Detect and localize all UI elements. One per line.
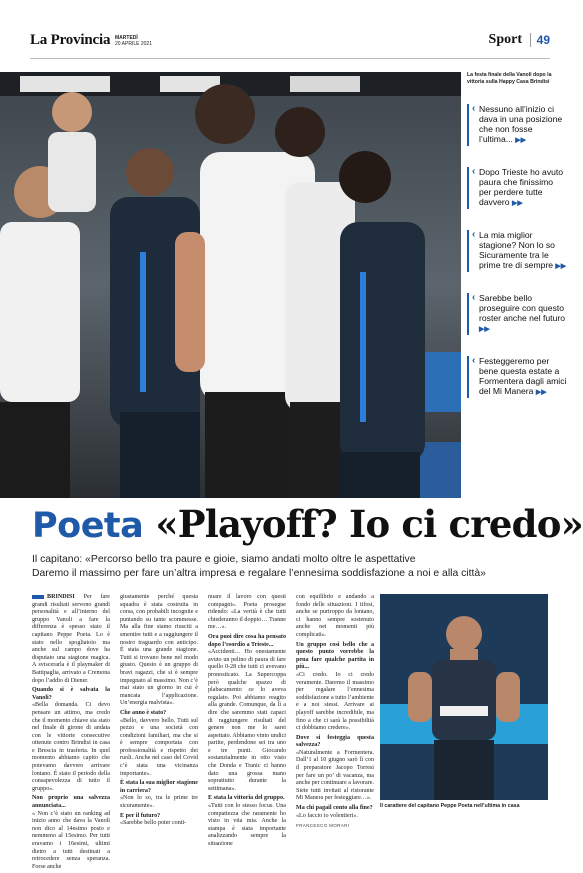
body-paragraph	[120, 710, 198, 778]
byline-marker	[32, 595, 44, 599]
page-header	[30, 32, 550, 54]
paragraph-text: giustamente perché questa squadra è stata costruita in corsa, con probabili incognite e puntando su tante scommesse. Ma alla fine siamo riusciti a smentire tutti e a raggiungere il nostro traguardo con anticipo. È stata una grande stagione. Tutti si trovano bene nel modo giusto. Questo è un gruppo di bravi ragazzi, che si è sempre impegnato al massimo. Non c’è mai stato un giorno in cui è mancata l’applicazione. Un’energia malvista».	[120, 594, 198, 707]
body-paragraph	[120, 594, 198, 708]
body-column	[32, 594, 110, 873]
section-title: Sport	[488, 32, 522, 47]
article-headline	[32, 502, 583, 546]
pull-quote	[467, 167, 567, 209]
body-paragraph	[208, 634, 286, 793]
author-signature: FRANCESCO MORARI	[296, 823, 350, 829]
double-chevron-icon: ▶▶	[515, 137, 527, 144]
double-chevron-icon: ▶▶	[555, 263, 567, 270]
paragraph-text: « Non c’è stato un ranking ad inizio anno che dava la Vanoli non dico al 14esimo posto e nemmeno al 15esimo. Per tutti eravamo i 16esimi, ultimi dietro a tutti destinati a retrocedere senza speranza. Forse anche	[32, 810, 110, 870]
player-photo	[380, 594, 548, 800]
interview-question: Ma chi pagail conto alla fine?	[296, 805, 373, 812]
page-number: 49	[530, 33, 550, 47]
paragraph-text: «Lo faccio io volentieri».	[296, 812, 358, 819]
double-chevron-icon: ▶▶	[535, 389, 547, 396]
subhead-line: Il capitano: «Percorso bello tra paure e gioie, siamo andati molto oltre le aspettative	[32, 554, 416, 565]
dateline-place: BRINDISI	[47, 594, 75, 600]
body-paragraph	[32, 795, 110, 871]
photo-caption: La festa finale della Vanoli dopo la vittoria sulla Happy Casa Brindisi	[467, 72, 552, 85]
paragraph-text: «Ci credo. Io ci credo veramente. Daremo il massimo per regalare l’ennesima soddisfazione a tutto l’ambiente e a noi stessi. Arrivare ai playoff sarebbe incredibile, ma fino a che ci sarà la possibilità ci dobbiamo credere».	[296, 671, 375, 732]
body-column	[296, 594, 374, 833]
interview-question: E per il futuro?	[120, 812, 161, 819]
pull-quote-text: Dopo Trieste ho avuto paura che finissimo per perdere tutte davvero	[479, 167, 564, 207]
interview-question: Dove si festeggia questa salvezza?	[296, 734, 374, 749]
quote-mark-icon: ‹	[472, 229, 476, 240]
issue-full-date: 20 APRILE 2021	[115, 41, 152, 47]
headline-name: Poeta	[32, 506, 144, 546]
quote-mark-icon: ‹	[472, 355, 476, 366]
body-paragraph	[120, 780, 198, 810]
pull-quote	[467, 230, 567, 272]
team-celebration-photo	[0, 72, 461, 498]
pull-quotes	[467, 104, 567, 419]
interview-question: Non proprio una salvezza annunciata...	[32, 795, 110, 810]
body-paragraph	[296, 805, 374, 820]
pull-quote-text: La mia miglior stagione? Non lo so Sicuramente tra le prime tre di sempre	[479, 230, 555, 270]
interview-question: Che anno è stato?	[120, 709, 167, 716]
interview-question: Quando si è salvata la Vanoli?	[32, 687, 110, 701]
body-paragraph	[120, 813, 198, 828]
paragraph-text: «Bello, davvero bello. Tutti sul pezzo e una società con condizioni familiari, ma che si è sempre comportata con professionalità e rispetto dei ruoli. Anche nel caso del Covid c’è stata una vicinanza importante».	[120, 717, 198, 777]
interview-question: È stata la sua miglior stagione in carriera?	[120, 780, 198, 794]
body-paragraph	[296, 594, 374, 640]
body-paragraph	[296, 642, 374, 733]
article-body	[32, 594, 375, 870]
pull-quote	[467, 104, 567, 146]
pull-quote-text: Festeggeremo per bene questa estate a Formentera dagli amici del Mi Manera	[479, 356, 567, 396]
player-photo-caption: Il carattere del capitano Peppe Poeta nell’ultima in casa	[380, 803, 520, 809]
interview-question: Ora puoi dire cosa ha pensato dopo l’esordio a Trieste...	[208, 633, 286, 648]
paragraph-text: «Sarebbe bello poter conti-	[120, 820, 187, 827]
body-paragraph	[208, 795, 286, 848]
paragraph-text: «Non lo so, tra le prime tre sicuramente».	[120, 795, 198, 810]
body-paragraph	[296, 735, 374, 803]
body-paragraph	[208, 594, 286, 632]
body-column	[120, 594, 198, 830]
issue-date	[115, 35, 152, 47]
body-paragraph	[296, 822, 374, 831]
paragraph-text: «Naturalmente a Formentera. Dall’1 al 10 giugno sarò lì con il preparatore Jacopo Torresi per fare un po’ di vacanza, ma anche per continuare a lavorare. Siete tutti invitati al ristorante Mi Manera per festeggiare…».	[296, 749, 374, 802]
issue-day: MARTEDÌ	[115, 35, 138, 41]
paragraph-text: «Bella domanda. Ci devo pensare un attimo, ma credo che il momento chiave sia stato nel finale di girone di andata con le vittorie consecutive ottenute contro Brindisi in casa e Brescia in trasferta. In quel momento abbiamo capito che potevamo davvero arrivare lontano. È stato il periodo della consapevolezza di tutto il gruppo».	[32, 702, 110, 792]
quote-mark-icon: ‹	[472, 166, 476, 177]
interview-question: Un gruppo così bello che a questo punto vorrebbe la pena fare qualche partita in più...	[296, 641, 374, 671]
headline-quote: «Playoff? Io ci credo»	[155, 502, 583, 546]
body-column	[208, 594, 286, 851]
pull-quote	[467, 293, 567, 335]
double-chevron-icon: ▶▶	[511, 200, 523, 207]
quote-mark-icon: ‹	[472, 292, 476, 303]
pull-quote	[467, 356, 567, 398]
paragraph-text: «Tutti con lo stesso focus. Una compattezza che raramente ho visto in vita mia. Anche la stampa è stata importante analizzando sempre la situazione	[208, 803, 286, 847]
body-paragraph	[32, 594, 110, 685]
body-paragraph	[32, 687, 110, 793]
pull-quote-text: Sarebbe bello proseguire con questo roster anche nel futuro	[479, 293, 565, 323]
pull-quote-text: Nessuno all’inizio ci dava in una posizione che non fosse l’ultima...	[479, 104, 563, 144]
article-subheadline	[32, 553, 552, 580]
header-divider	[30, 58, 550, 59]
subhead-line: Daremo il massimo per fare un’altra impresa e regalare l’ennesima soddisfazione a noi e alla città»	[32, 567, 486, 579]
quote-mark-icon: ‹	[472, 103, 476, 114]
double-chevron-icon: ▶▶	[479, 326, 490, 333]
paragraph-text: nuare il lavoro con questi compagni». Poeta prosegue ridendo: «La verità è che tutti chiederanno il doppio… Tranne me…».	[208, 594, 286, 631]
paragraph-text: «Accidenti… Ho onestamente avuto un pelino di paura di fare quello 0-28 che tutti ci avevano pronosticato. La Supercoppa però qualche spazzo di plabacamento ce lo aveva regalato. Poi abbiamo reagito alla grande. Comunque, da lì a dire che saremmo stati capaci di raggiungere risultati del genere non me lo sarei aspettato. Abbiamo vinto undici partite, perdendone sei tra uno e tre punti. Giocando sostanzialmente in otto visto che Donda e Tranic ci hanno dato una grossa mano soprattutto durante la settimana».	[208, 649, 286, 792]
masthead: La Provincia	[30, 32, 111, 48]
paragraph-text: con equilibrio e andando a fondo delle situazioni. I tifosi, anche se purtroppo da lontano, ci hanno sempre sostenuto anche nei momenti più complicati».	[296, 594, 374, 638]
interview-question: E stata la vittoria del gruppo.	[208, 795, 285, 802]
paragraph-text: Per fare grandi risultati servono grandi personalità e all’interno del gruppo Vanoli a fare la differenza è spesso stato il capitano Peppe Poeta. Lo è stato nello spogliatoio ma anche sul campo dove ha disputato una stagione magica. A sviscerarla è il playmaker di Battipaglia, arrivato a Cremona dopo l’addio di Diener.	[32, 594, 110, 684]
